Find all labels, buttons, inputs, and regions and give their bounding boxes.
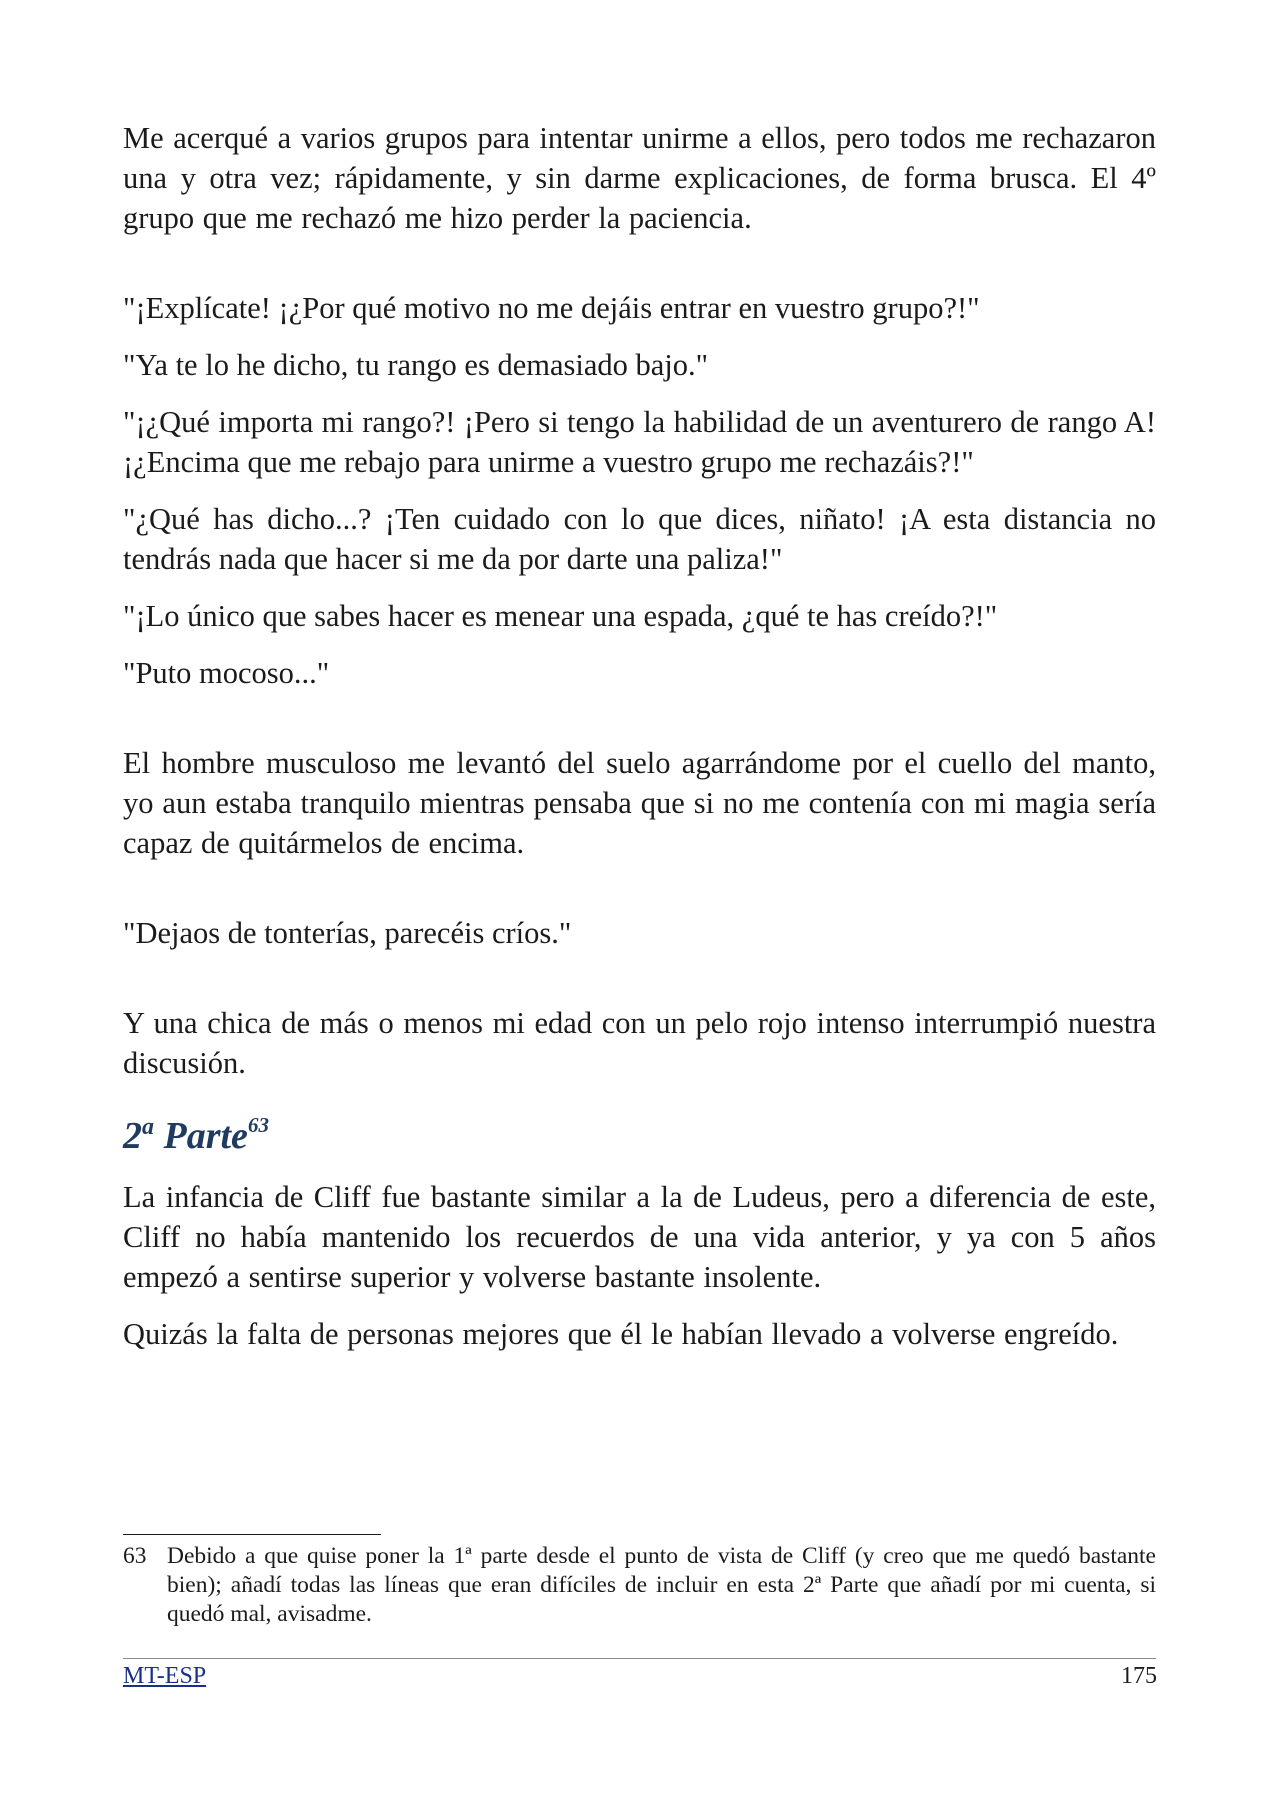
section-title: Parte: [154, 1115, 248, 1157]
dialogue-7: "Dejaos de tonterías, parecéis críos.": [123, 916, 572, 950]
paragraph-5: Quizás la falta de personas mejores que él le habían llevado a volverse engreído.: [123, 1317, 1119, 1351]
page-content: [123, 118, 1156, 1354]
paragraph-2: El hombre musculoso me levantó del suelo agarrándome por el cuello del manto, yo aun estaba tranquilo mientras pensaba que si no me contenía con mi magia sería capaz de quitármelos de encima.: [123, 746, 1156, 860]
section-footnote-ref[interactable]: 63: [247, 1113, 269, 1137]
section-heading: [123, 1113, 1156, 1159]
dialogue-1: "¡Explícate! ¡¿Por qué motivo no me dejáis entrar en vuestro grupo?!": [123, 291, 980, 325]
paragraph-4: La infancia de Cliff fue bastante similar a la de Ludeus, pero a diferencia de este, Cliff no había mantenido los recuerdos de una vida anterior, y ya con 5 años empezó a sentirse superior y volverse bastante insolente.: [123, 1180, 1156, 1294]
footnote-divider: [123, 1534, 381, 1535]
dialogue-4: "¿Qué has dicho...? ¡Ten cuidado con lo que dices, niñato! ¡A esta distancia no tendrás nada que hacer si me da por darte una paliza!": [123, 502, 1156, 576]
section-number: 2: [123, 1115, 142, 1157]
page-number: 175: [1121, 1663, 1157, 1689]
paragraph-3: Y una chica de más o menos mi edad con un pelo rojo intenso interrumpió nuestra discusión.: [123, 1006, 1156, 1080]
footnote-text: Debido a que quise poner la 1ª parte desde el punto de vista de Cliff (y creo que me quedó bastante bien); añadí todas las líneas que eran difíciles de incluir en esta 2ª Parte que añadí por mi cuenta, si quedó mal, avisadme.: [167, 1543, 1156, 1627]
section-ordinal: a: [142, 1114, 154, 1140]
dialogue-5: "¡Lo único que sabes hacer es menear una espada, ¿qué te has creído?!": [123, 599, 998, 633]
footer-divider: [123, 1658, 1156, 1659]
paragraph-1: Me acerqué a varios grupos para intentar unirme a ellos, pero todos me rechazaron una y otra vez; rápidamente, y sin darme explicaciones, de forma brusca. El 4º grupo que me rechazó me hizo perder la paciencia.: [123, 121, 1156, 235]
footnote-number: 63: [123, 1543, 147, 1569]
dialogue-6: "Puto mocoso...": [123, 656, 330, 690]
footer-link[interactable]: MT-ESP: [123, 1663, 207, 1689]
dialogue-3: "¡¿Qué importa mi rango?! ¡Pero si tengo la habilidad de un aventurero de rango A! ¡¿Encima que me rebajo para unirme a vuestro grupo me rechazáis?!": [123, 405, 1156, 479]
footnote: [123, 1542, 1156, 1629]
dialogue-2: "Ya te lo he dicho, tu rango es demasiado bajo.": [123, 348, 709, 382]
